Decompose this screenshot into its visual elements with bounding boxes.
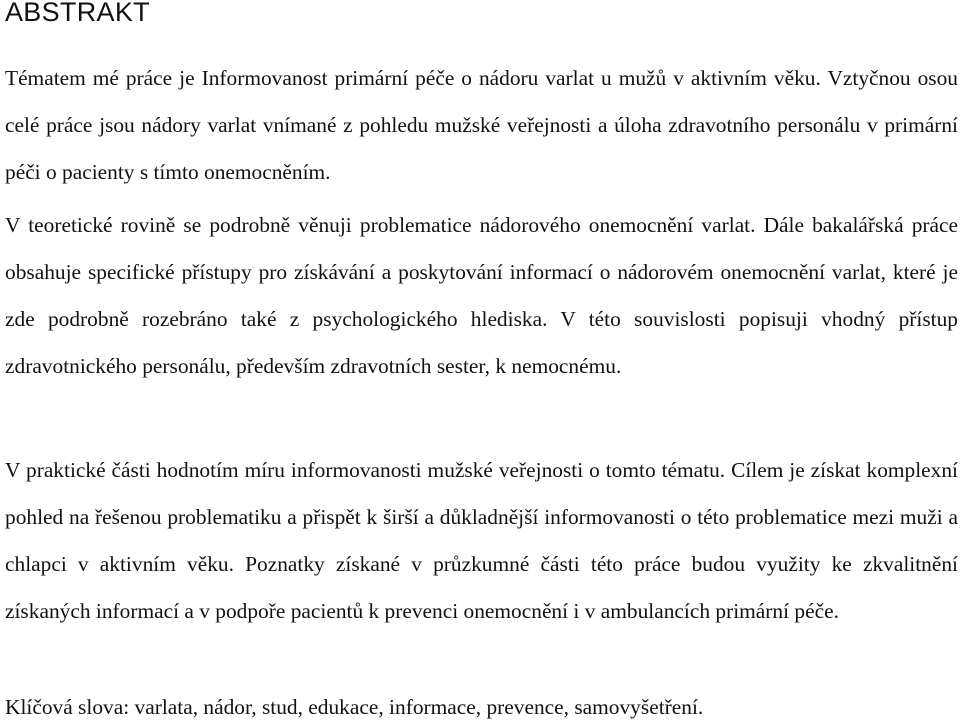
abstract-paragraph-3: V praktické části hodnotím míru informovanosti mužské veřejnosti o tomto tématu. Cílem je získat komplexní pohled na řešenou problematiku a přispět k širší a důkladnější informovanosti o této problematice mezi muži a chlapci v aktivním věku. Poznatky získané v průzkumné části této práce budou využity ke zkvalitnění získaných informací a v podpoře pacientů k prevenci onemocnění i v ambulancích primární péče.	[5, 458, 958, 623]
abstract-title: ABSTRAKT	[5, 0, 150, 27]
keywords-label: Klíčová slova:	[5, 695, 130, 719]
keywords-values: varlata, nádor, stud, edukace, informace, prevence, samovyšetření.	[134, 695, 704, 719]
abstract-paragraph-1: Tématem mé práce je Informovanost primární péče o nádoru varlat u mužů v aktivním věku. Vztyčnou osou celé práce jsou nádory varlat vnímané z pohledu mužské veřejnosti a úloha zdravotního personálu v primární péči o pacienty s tímto onemocněním.	[5, 66, 958, 184]
abstract-paragraph-2: V teoretické rovině se podrobně věnuji problematice nádorového onemocnění varlat. Dále bakalářská práce obsahuje specifické přístupy pro získávání a poskytování informací o nádorovém onemocnění varlat, které je zde podrobně rozebráno také z psychologického hlediska. V této souvislosti popisuji vhodný přístup zdravotnického personálu, především zdravotních sester, k nemocnému.	[5, 213, 958, 378]
keywords-line	[5, 694, 958, 720]
